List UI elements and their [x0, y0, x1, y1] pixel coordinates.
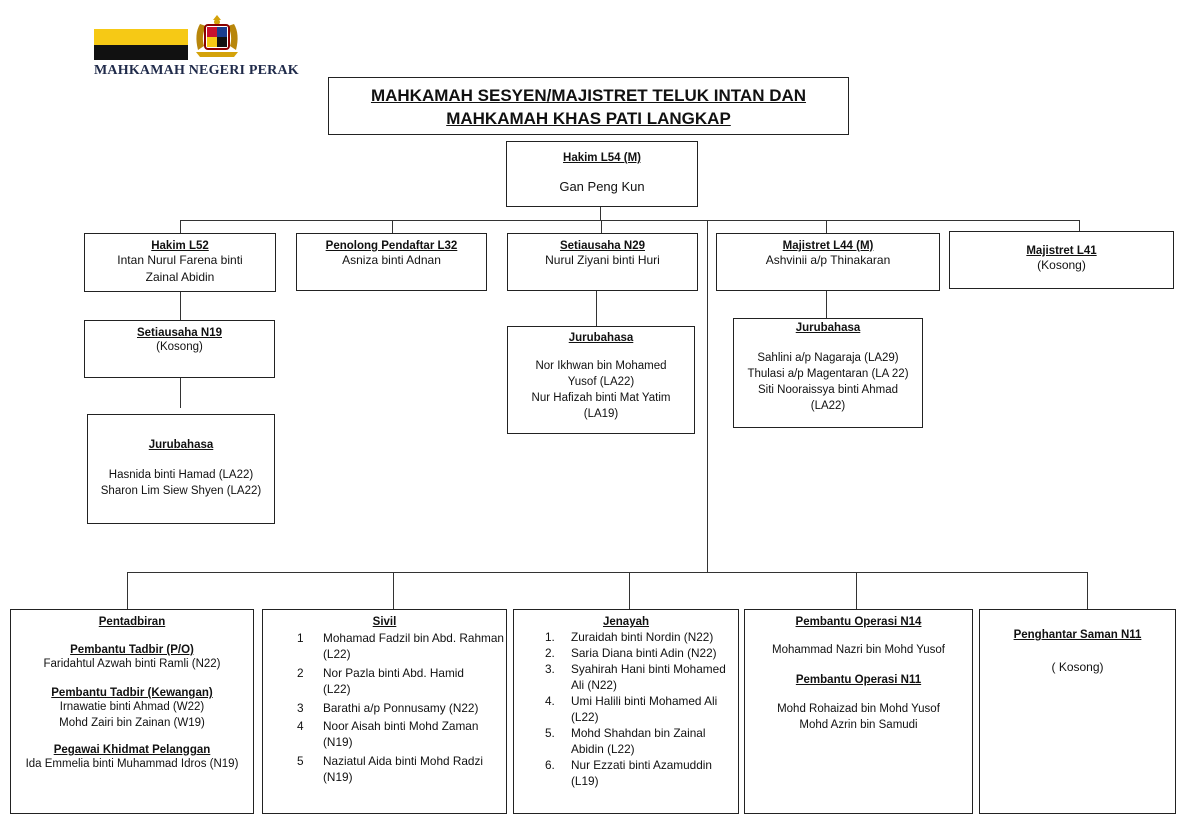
penolong-pendaftar-title: Penolong Pendaftar L32	[325, 240, 458, 252]
penolong-pendaftar-name: Asniza binti Adnan	[342, 253, 441, 267]
jenayah-item-text: Abidin (L22)	[571, 742, 635, 756]
connector	[180, 220, 181, 234]
sivil-item-text: Barathi a/p Ponnusamy (N22)	[323, 701, 479, 715]
majistret-l41-box	[949, 231, 1174, 289]
sivil-item-num: 4	[297, 719, 304, 733]
jenayah-item	[545, 645, 738, 661]
jenayah-item-text: Umi Halili binti Mohamed Ali	[571, 694, 718, 708]
jurubahasa-title-1: Jurubahasa	[148, 439, 214, 451]
connector	[393, 572, 394, 609]
jenayah-item-text: Saria Diana binti Adin (N22)	[571, 646, 717, 660]
pembantu-operasi-n11-name: Mohd Azrin bin Samudi	[799, 719, 918, 731]
setiausaha-n19-name: (Kosong)	[156, 341, 203, 353]
jurubahasa-1-name: Hasnida binti Hamad (LA22)	[108, 469, 254, 481]
hakim-l54-name: Gan Peng Kun	[559, 179, 645, 194]
hakim-l52-title: Hakim L52	[151, 240, 209, 252]
connector	[826, 220, 827, 234]
connector	[127, 572, 128, 609]
majistret-l44-box	[716, 233, 940, 291]
sivil-item-num: 2	[297, 666, 304, 680]
majistret-l44-title: Majistret L44 (M)	[782, 240, 874, 252]
sivil-item	[297, 718, 506, 750]
perak-flag	[94, 14, 188, 60]
hakim-l52-box	[84, 233, 276, 292]
hakim-l52-name-line1: Intan Nurul Farena binti	[117, 253, 243, 267]
pembantu-operasi-n14-title: Pembantu Operasi N14	[795, 616, 922, 628]
connector	[180, 220, 1080, 221]
sivil-item-text: (L22)	[323, 682, 351, 696]
sivil-item-num: 5	[297, 754, 304, 768]
connector	[600, 207, 601, 221]
jenayah-item-text: Nur Ezzati binti Azamuddin	[571, 758, 712, 772]
setiausaha-n19-box	[84, 320, 275, 378]
connector	[180, 291, 181, 320]
jenayah-title: Jenayah	[602, 616, 650, 628]
jenayah-box	[513, 609, 739, 814]
jurubahasa-3-name: Siti Nooraissya binti Ahmad	[758, 384, 898, 396]
pentadbiran-sub2-name: Irnawatie binti Ahmad (W22)	[59, 701, 205, 713]
sivil-item-text: (N19)	[323, 735, 353, 749]
title-line-2: MAHKAMAH KHAS PATI LANGKAP	[446, 109, 731, 128]
sivil-item-text: Naziatul Aida binti Mohd Radzi	[323, 754, 484, 768]
coat-of-arms-icon	[188, 12, 246, 60]
title-box	[328, 77, 849, 135]
sivil-item	[297, 700, 506, 716]
sivil-title: Sivil	[372, 616, 397, 628]
pembantu-operasi-n11-name: Mohd Rohaizad bin Mohd Yusof	[777, 703, 940, 715]
penghantar-saman-box	[979, 609, 1176, 814]
sivil-item-text: Nor Pazla binti Abd. Hamid	[323, 666, 464, 680]
penghantar-saman-name: ( Kosong)	[1051, 660, 1104, 674]
setiausaha-n29-name: Nurul Ziyani binti Huri	[545, 253, 660, 267]
sivil-item-text: Noor Aisah binti Mohd Zaman	[323, 719, 479, 733]
jurubahasa-2-name: (LA19)	[583, 408, 619, 420]
connector	[707, 220, 708, 572]
jurubahasa-title-2: Jurubahasa	[568, 332, 634, 344]
majistret-l41-name: (Kosong)	[1037, 258, 1086, 272]
setiausaha-n29-box	[507, 233, 698, 291]
hakim-l54-title: Hakim L54 (M)	[563, 152, 641, 164]
pembantu-operasi-box	[744, 609, 973, 814]
connector	[629, 572, 630, 609]
sivil-item-num: 1	[297, 631, 304, 645]
sivil-item-text: (L22)	[323, 647, 351, 661]
pentadbiran-sub3-title: Pegawai Khidmat Pelanggan	[53, 744, 211, 756]
majistret-l44-name: Ashvinii a/p Thinakaran	[765, 253, 891, 267]
jenayah-item-num: 2.	[545, 646, 555, 660]
jurubahasa-2-name: Nor Ikhwan bin Mohamed	[535, 360, 667, 372]
jurubahasa-3-name: (LA22)	[810, 400, 846, 412]
jenayah-item	[545, 693, 738, 725]
connector	[856, 572, 857, 609]
sivil-item	[297, 665, 506, 697]
pentadbiran-title: Pentadbiran	[98, 616, 166, 628]
jenayah-item-text: Zuraidah binti Nordin (N22)	[571, 630, 714, 644]
sivil-item-num: 3	[297, 701, 304, 715]
sivil-box	[262, 609, 507, 814]
connector	[826, 291, 827, 318]
pembantu-operasi-n11-title: Pembantu Operasi N11	[795, 674, 922, 686]
connector	[392, 220, 393, 234]
pentadbiran-sub1-name: Faridahtul Azwah binti Ramli (N22)	[43, 658, 221, 670]
jenayah-item-num: 6.	[545, 758, 555, 772]
pentadbiran-box	[10, 609, 254, 814]
pentadbiran-sub2-name: Mohd Zairi bin Zainan (W19)	[59, 717, 205, 729]
hakim-l52-name-line2: Zainal Abidin	[145, 270, 215, 284]
jenayah-item-text: (L19)	[571, 774, 599, 788]
jenayah-item	[545, 629, 738, 645]
hakim-l54-box	[506, 141, 698, 207]
setiausaha-n29-title: Setiausaha N29	[559, 240, 645, 252]
sivil-item	[297, 630, 506, 662]
penghantar-saman-title: Penghantar Saman N11	[1013, 629, 1142, 641]
jenayah-item-text: Mohd Shahdan bin Zainal	[571, 726, 706, 740]
jurubahasa-title-3: Jurubahasa	[795, 322, 861, 334]
pembantu-operasi-n14-name: Mohammad Nazri bin Mohd Yusof	[771, 644, 945, 656]
connector	[180, 378, 181, 408]
pentadbiran-sub2-title: Pembantu Tadbir (Kewangan)	[51, 687, 213, 699]
jenayah-item-num: 5.	[545, 726, 555, 740]
sivil-item-text: (N19)	[323, 770, 353, 784]
jurubahasa-3-name: Thulasi a/p Magentaran (LA 22)	[747, 368, 909, 380]
jurubahasa-box-3	[733, 318, 923, 428]
jurubahasa-1-name: Sharon Lim Siew Shyen (LA22)	[100, 485, 262, 497]
majistret-l41-title: Majistret L41	[1026, 245, 1097, 257]
pentadbiran-sub1-title: Pembantu Tadbir (P/O)	[70, 644, 194, 656]
jurubahasa-2-name: Yusof (LA22)	[567, 376, 635, 388]
pentadbiran-sub3-name: Ida Emmelia binti Muhammad Idros (N19)	[25, 758, 239, 770]
jenayah-item-num: 4.	[545, 694, 555, 708]
jenayah-item	[545, 661, 738, 693]
jurubahasa-2-name: Nur Hafizah binti Mat Yatim	[531, 392, 671, 404]
jurubahasa-box-2	[507, 326, 695, 434]
title-line-1: MAHKAMAH SESYEN/MAJISTRET TELUK INTAN DAN	[370, 86, 807, 105]
connector	[127, 572, 1088, 573]
court-name: MAHKAMAH NEGERI PERAK	[94, 63, 299, 78]
jenayah-item-num: 1.	[545, 630, 555, 644]
sivil-item	[297, 753, 506, 785]
jenayah-item	[545, 725, 738, 757]
jurubahasa-3-name: Sahlini a/p Nagaraja (LA29)	[757, 352, 899, 364]
jenayah-item-text: (L22)	[571, 710, 599, 724]
jurubahasa-box-1	[87, 414, 275, 524]
jenayah-item-num: 3.	[545, 662, 555, 676]
connector	[1087, 572, 1088, 609]
setiausaha-n19-title: Setiausaha N19	[136, 327, 222, 339]
jenayah-item	[545, 757, 738, 789]
jenayah-item-text: Syahirah Hani binti Mohamed	[571, 662, 726, 676]
sivil-item-text: Mohamad Fadzil bin Abd. Rahman	[323, 631, 504, 645]
connector	[601, 220, 602, 234]
connector	[596, 291, 597, 326]
jenayah-item-text: Ali (N22)	[571, 678, 617, 692]
penolong-pendaftar-box	[296, 233, 487, 291]
